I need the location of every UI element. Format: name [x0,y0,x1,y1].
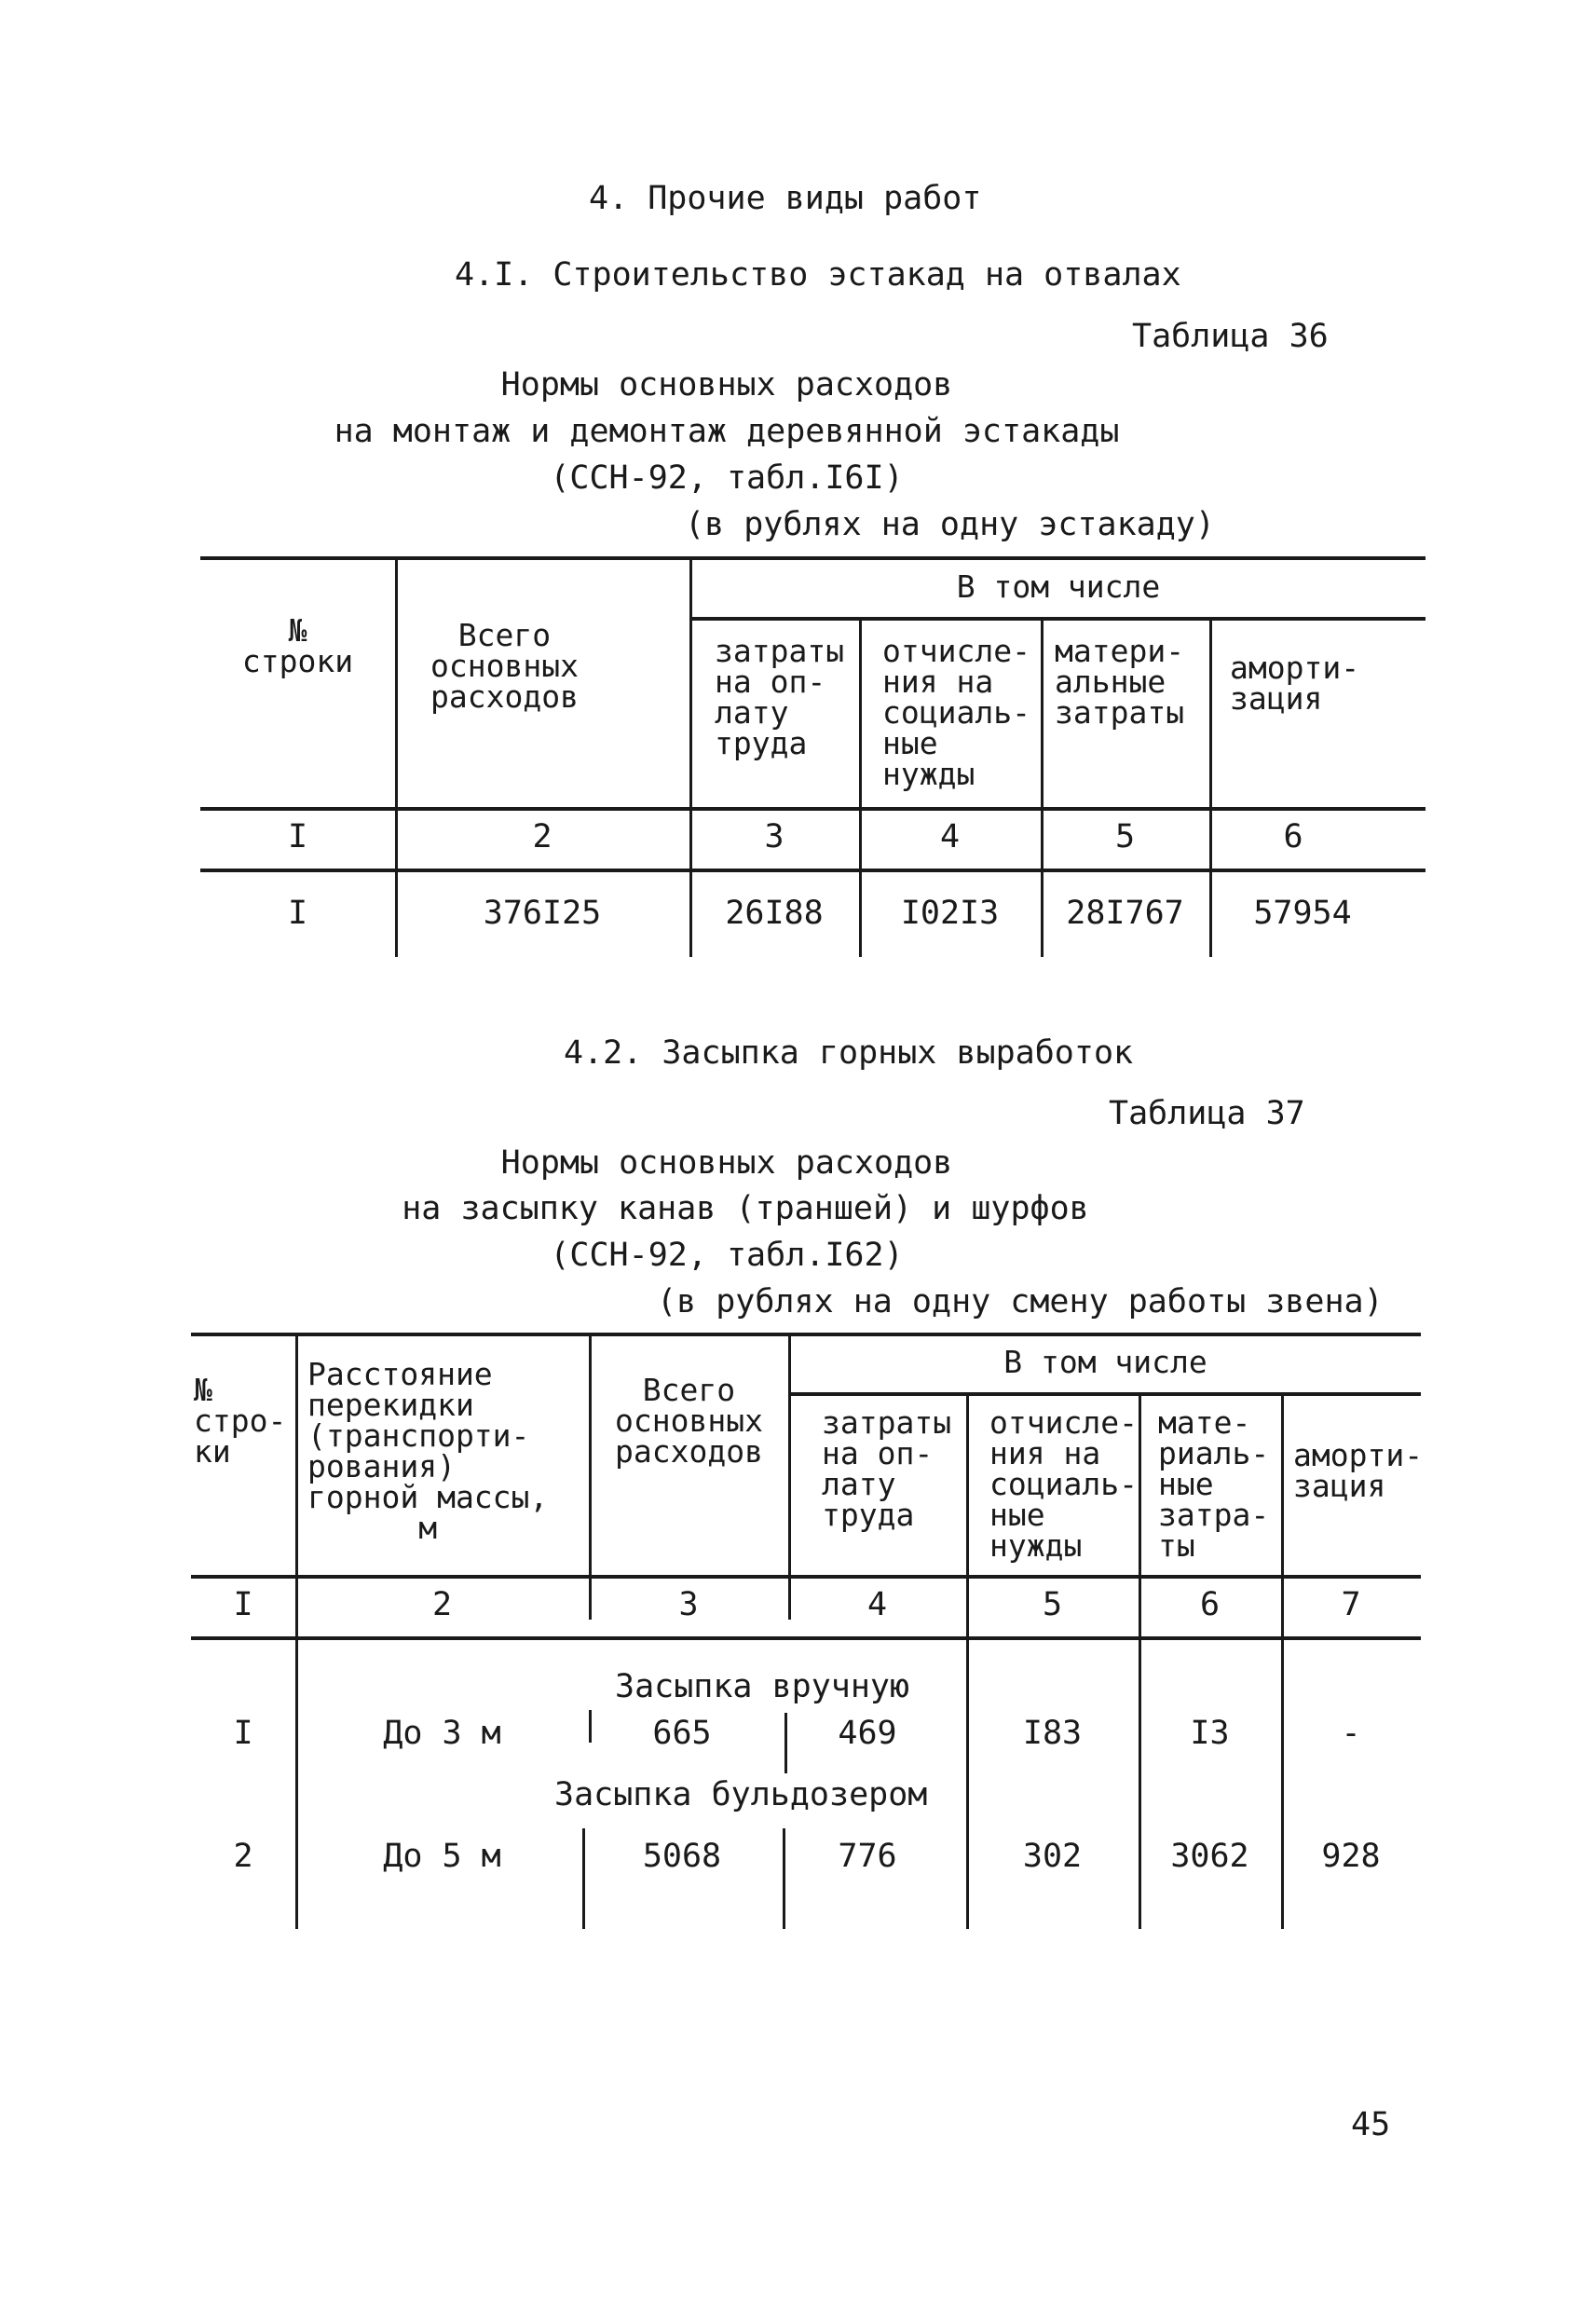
cell-distance: До 5 м [383,1838,501,1875]
column-number: I [287,818,308,855]
header-row-number: № строки [241,612,354,679]
cell-social: I02I3 [900,895,1000,932]
header-row-number: № стро- ки [194,1372,287,1470]
header-material: мате- риаль- ные затра- ты [1158,1404,1270,1564]
subsection-heading: 4.2. Засыпка горных выработок [564,1034,1134,1072]
subheading-manual: Засыпка вручную [615,1668,910,1705]
column-number: 7 [1341,1586,1361,1623]
column-number: 5 [1114,818,1136,855]
table-label: Таблица 36 [1132,318,1329,355]
cell-labor: 469 [838,1715,897,1752]
column-number: 6 [1199,1586,1221,1623]
table-units: (в рублях на одну смену работы звена) [657,1283,1384,1320]
column-number: 4 [939,818,961,855]
table-title: Нормы основных расходов [500,1144,953,1182]
column-number: 5 [1042,1586,1063,1623]
header-amort: аморти- зация [1293,1437,1424,1504]
header-amort: аморти- зация [1230,650,1360,717]
cell-amort: 57954 [1253,895,1352,932]
cell-amort: 928 [1321,1838,1381,1875]
row-number: I [233,1715,253,1752]
table-title: (ССН-92, табл.I6I) [550,459,904,497]
header-group: В том числе [956,568,1161,605]
subsection-heading: 4.I. Строительство эстакад на отвалах [455,256,1181,294]
header-material: матери- альные затраты [1055,633,1185,731]
header-distance: Расстояние перекидки (транспорти- рования) горной массы, м [307,1356,549,1546]
row-number: 2 [233,1838,253,1875]
cell-material: I3 [1190,1715,1230,1752]
header-labor: затраты на оп- лату труда [822,1404,952,1533]
table-label: Таблица 37 [1109,1095,1305,1132]
cell-total: 665 [652,1715,712,1752]
column-number: 6 [1283,818,1303,855]
table-title: Нормы основных расходов [500,366,953,404]
cell-amort: - [1341,1715,1361,1752]
header-labor: затраты на оп- лату труда [715,633,845,761]
column-number: 2 [431,1586,453,1623]
table-title: на монтаж и демонтаж деревянной эстакады [334,413,1120,450]
cell-labor: 776 [838,1838,897,1875]
cell-total: 5068 [642,1838,722,1875]
cell-material: 28I767 [1066,895,1184,932]
subheading-bulldozer: Засыпка бульдозером [554,1776,928,1813]
header-total: Всего основных расходов [615,1372,763,1470]
column-number: 2 [532,818,552,855]
table-title: на засыпку канав (траншей) и шурфов [402,1190,1089,1227]
cell-social: 302 [1022,1838,1083,1875]
cell-social: I83 [1022,1715,1083,1752]
page-number: 45 [1351,2106,1391,2143]
column-number: 3 [764,818,784,855]
header-social: отчисле- ния на социаль- ные нужды [882,633,1030,792]
header-social: отчисле- ния на социаль- ные нужды [989,1404,1138,1564]
header-group: В том числе [1003,1344,1207,1380]
row-number: I [287,895,308,932]
cell-labor: 26I88 [725,895,824,932]
cell-distance: До 3 м [383,1715,501,1752]
column-number: 3 [678,1586,699,1623]
column-number: 4 [866,1586,888,1623]
cell-total: 376I25 [483,895,602,932]
cell-material: 3062 [1170,1838,1249,1875]
table-title: (ССН-92, табл.I62) [550,1237,904,1274]
table-units: (в рублях на одну эстакаду) [685,506,1215,543]
column-number: I [233,1586,253,1623]
section-heading: 4. Прочие виды работ [589,180,982,217]
header-total: Всего основных расходов [430,617,579,715]
